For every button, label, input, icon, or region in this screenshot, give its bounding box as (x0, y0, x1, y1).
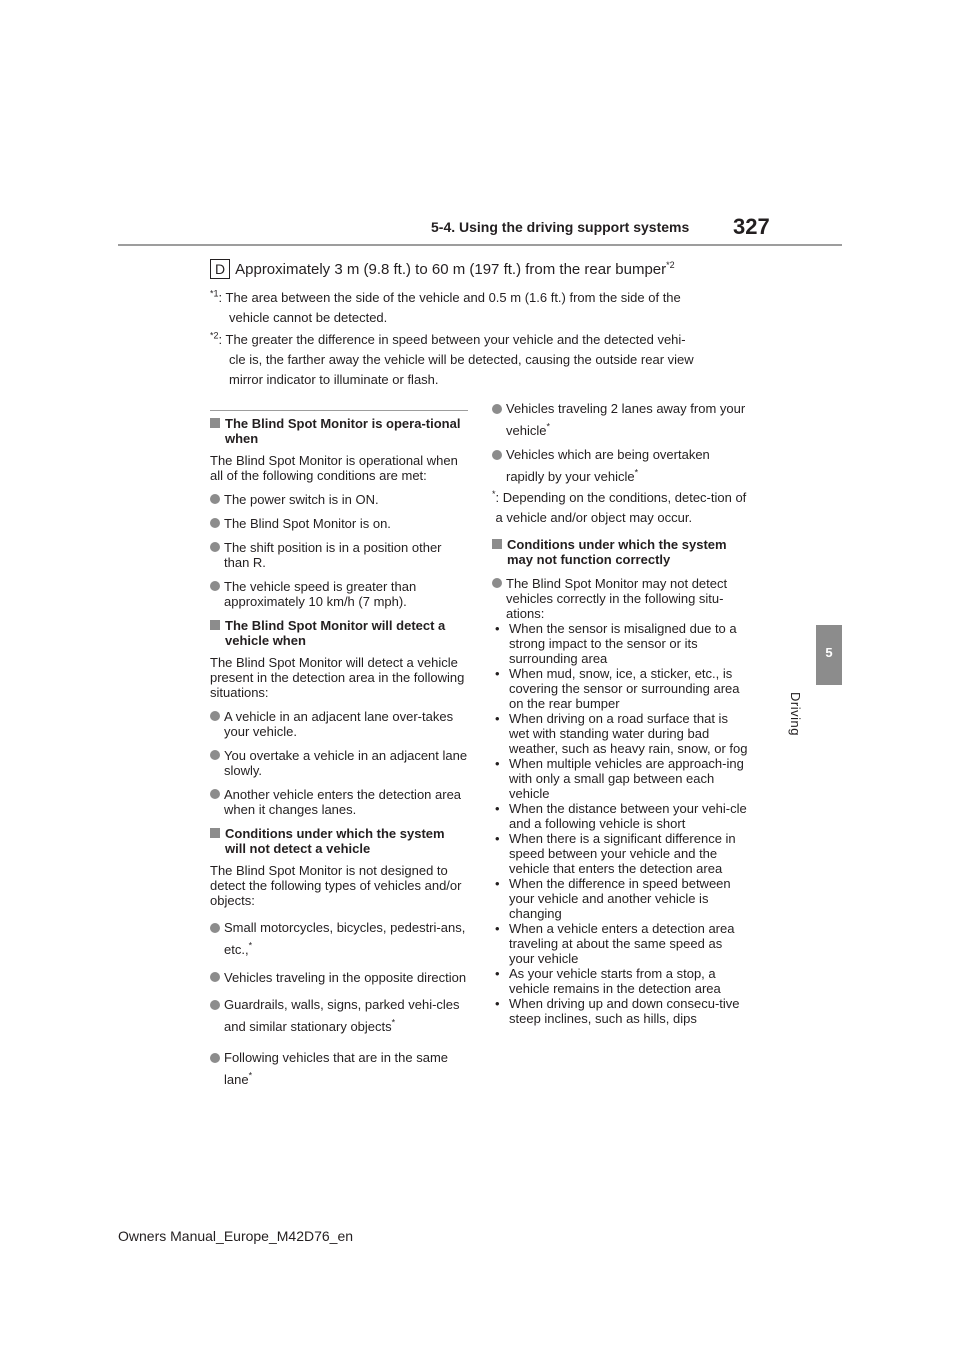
section-title: 5-4. Using the driving support systems (431, 219, 690, 235)
list-item: A vehicle in an adjacent lane over-takes your vehicle. (210, 709, 468, 739)
square-bullet-icon (210, 828, 220, 838)
list-item: Vehicles which are being overtaken rapidly by your vehicle* (492, 444, 750, 488)
sub-list-item: • When there is a significant difference in speed between your vehicle and the vehicle that enters the detection area (495, 831, 736, 876)
chapter-label: Driving (788, 692, 803, 736)
square-bullet-icon (492, 539, 502, 549)
section-body: The Blind Spot Monitor will detect a vehicle present in the detection area in the following situations: (210, 655, 465, 700)
list-item: The vehicle speed is greater than approximately 10 km/h (7 mph). (210, 579, 468, 609)
sub-list-item: • When the difference in speed between your vehicle and another vehicle is changing (495, 876, 731, 921)
square-bullet-icon (210, 418, 220, 428)
list-item: The Blind Spot Monitor may not detect vehicles correctly in the following situ-ations: (492, 576, 750, 621)
list-item: Small motorcycles, bicycles, pedestri-ans, etc.,* (210, 917, 468, 961)
list-item: You overtake a vehicle in an adjacent lane slowly. (210, 748, 468, 778)
sub-list-item: • When a vehicle enters a detection area traveling at about the same speed as your vehicle (495, 921, 735, 966)
list-item: Another vehicle enters the detection area when it changes lanes. (210, 787, 468, 817)
section-heading: The Blind Spot Monitor is opera-tional when (210, 416, 468, 446)
chapter-number: 5 (825, 645, 833, 660)
bullet-icon (210, 972, 220, 982)
bullet-icon (210, 581, 220, 591)
section-body: The Blind Spot Monitor is operational when all of the following conditions are met: (210, 453, 458, 483)
square-bullet-icon (210, 620, 220, 630)
bullet-icon (210, 789, 220, 799)
sub-list-item: • When multiple vehicles are approach-ing with only a small gap between each vehicle (495, 756, 744, 801)
bullet-icon (210, 1053, 220, 1063)
sub-list (495, 621, 750, 1026)
sub-list-item: • When driving up and down consecu-tive steep inclines, such as hills, dips (495, 996, 740, 1026)
sub-list-item: • When the distance between your vehi-cle and a following vehicle is short (495, 801, 747, 831)
list-item: The shift position is in a position other than R. (210, 540, 468, 570)
header-divider (118, 244, 842, 246)
bullet-icon (492, 450, 502, 460)
list-item: Guardrails, walls, signs, parked vehi-cles and similar stationary objects* (210, 994, 468, 1038)
list-item: Following vehicles that are in the same lane* (210, 1047, 468, 1091)
section-heading: Conditions under which the system may not function correctly (492, 537, 750, 567)
footer-doc-id: Owners Manual_Europe_M42D76_en (118, 1228, 354, 1244)
bullet-icon (210, 518, 220, 528)
list-item: Vehicles traveling in the opposite direction (210, 970, 468, 985)
right-column (492, 398, 750, 1026)
footnote-1: $^{*1}$: The area between the side of the vehicle and 0.5 m (1.6 ft.) from the side of the vehicle cannot be detected. (210, 288, 681, 325)
bullet-icon (210, 494, 220, 504)
detection-area-d (210, 259, 675, 279)
bullet-icon (210, 1000, 220, 1010)
section-heading: Conditions under which the system will not detect a vehicle (210, 826, 468, 856)
label-d-text: Approximately 3 m (9.8 ft.) to 60 m (197 ft.) from the rear bumper$^{*2}$ (235, 259, 675, 278)
bullet-icon (210, 750, 220, 760)
label-d-box: D (210, 259, 230, 279)
bullet-icon (210, 923, 220, 933)
sub-list-item: • When the sensor is misaligned due to a strong impact to the sensor or its surrounding area (495, 621, 737, 666)
list-item: Vehicles traveling 2 lanes away from your vehicle* (492, 398, 750, 442)
sub-list-item: • As your vehicle starts from a stop, a vehicle remains in the detection area (495, 966, 721, 996)
bullet-icon (210, 711, 220, 721)
list-item: The Blind Spot Monitor is on. (210, 516, 468, 531)
footnote-star: * : Depending on the conditions, detec-tion of a vehicle and/or object may occur. (492, 489, 747, 525)
footnote-2: $^{*2}$: The greater the difference in speed between your vehicle and the detected vehi- cle is, the farther away the vehicle will be detected, causing the outside rear view mirror indicator to illuminate or flash. (210, 330, 694, 387)
left-column (210, 416, 468, 1091)
list-item: The power switch is in ON. (210, 492, 468, 507)
bullet-icon (210, 542, 220, 552)
column-divider (210, 410, 468, 411)
bullet-icon (492, 578, 502, 588)
bullet-icon (492, 404, 502, 414)
sub-list-item: • When mud, snow, ice, a sticker, etc., is covering the sensor or surrounding area on the rear bumper (495, 666, 740, 711)
section-body: The Blind Spot Monitor is not designed to detect the following types of vehicles and/or objects: (210, 863, 462, 908)
sub-list-item: • When driving on a road surface that is wet with standing water during bad weather, such as heavy rain, snow, or fog (495, 711, 748, 756)
page-number: 327 (733, 214, 770, 239)
section-heading: The Blind Spot Monitor will detect a vehicle when (210, 618, 468, 648)
